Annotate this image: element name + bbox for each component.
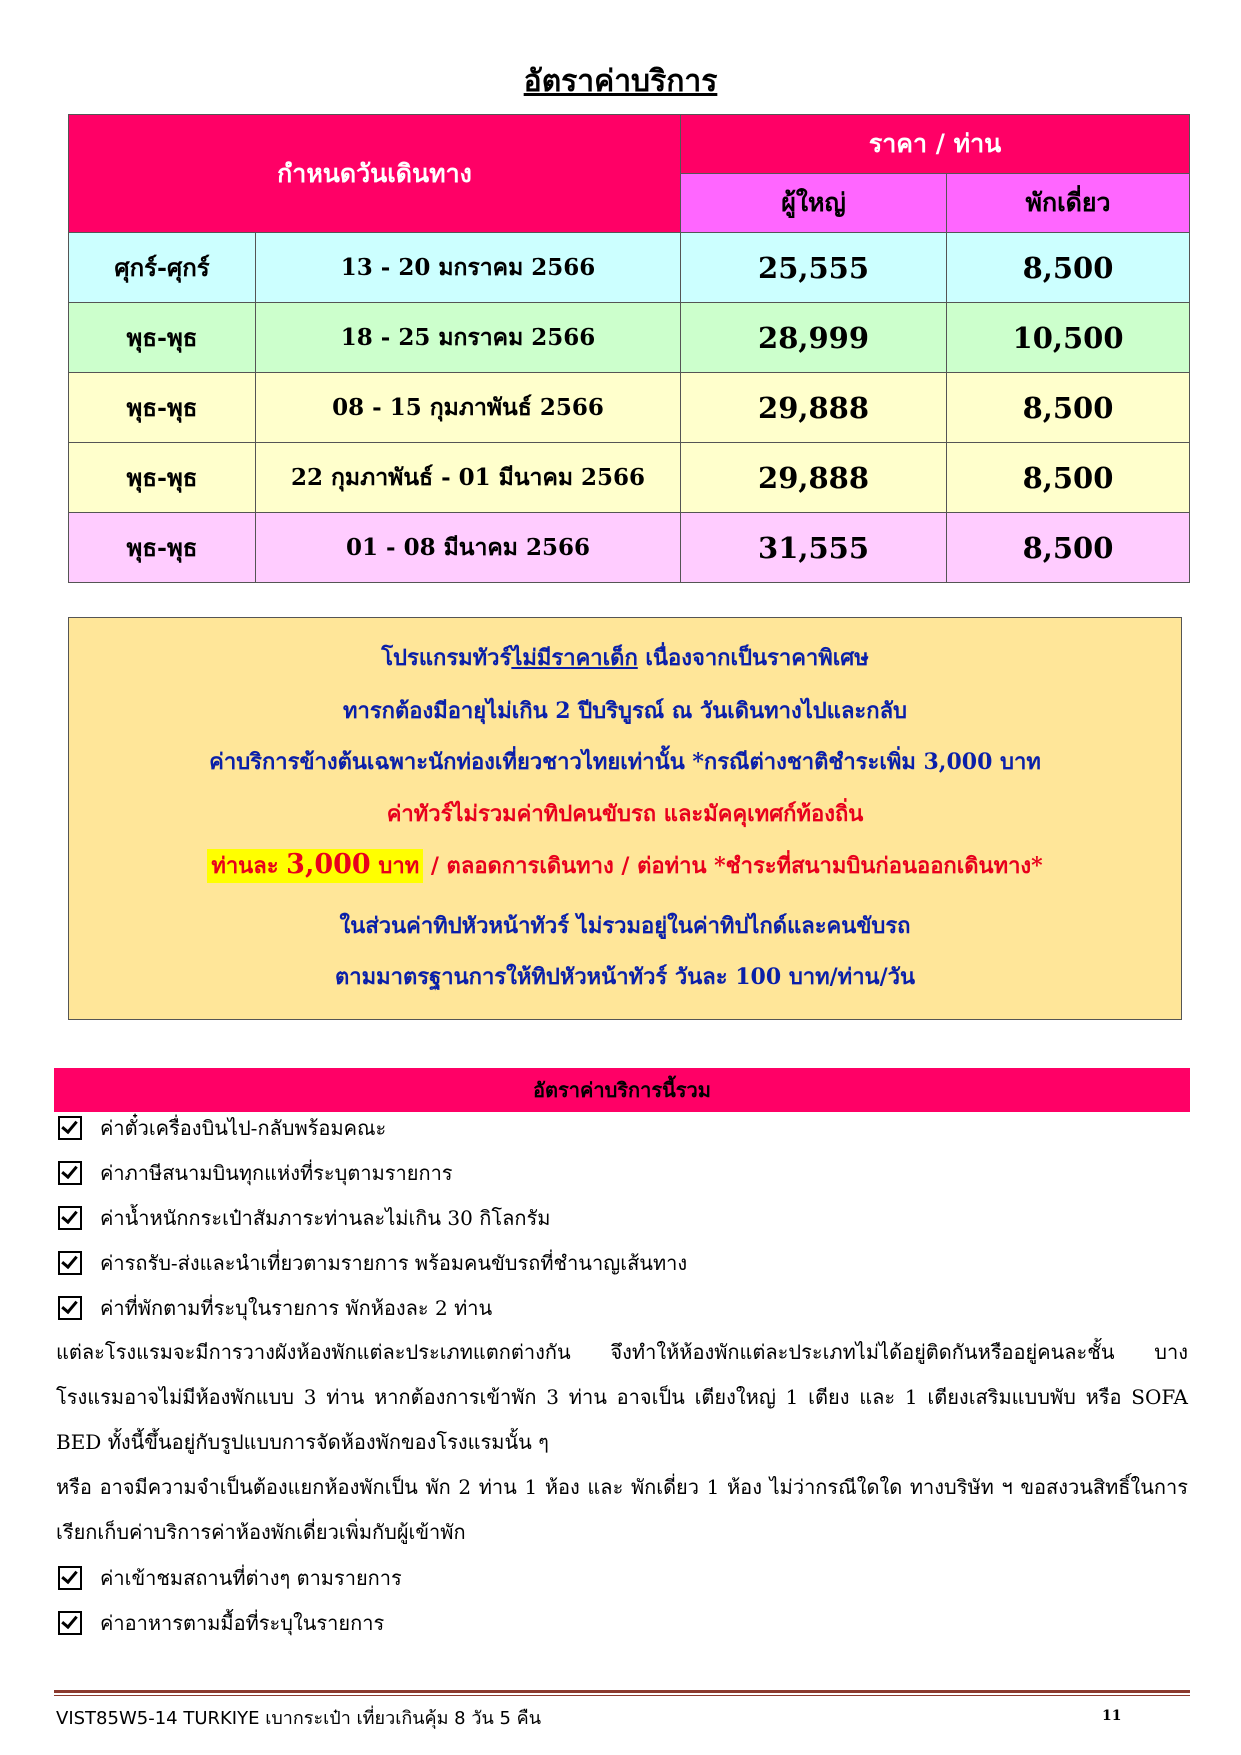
list-item-text: ค่าอาหารตามมื้อที่ระบุในรายการ [100, 1611, 385, 1635]
page-number: 11 [1102, 1708, 1122, 1724]
list-item [58, 1293, 492, 1323]
notice-line-child-price [69, 640, 1181, 675]
table-row [69, 303, 1190, 373]
notice-no-child-price: ไม่มีราคาเด็ก [511, 645, 638, 671]
notice-box [68, 617, 1182, 1020]
notice-text: เนื่องจากเป็นราคาพิเศษ [637, 645, 869, 671]
list-item [58, 1563, 402, 1593]
checkbox-checked-icon [58, 1611, 82, 1635]
list-item [58, 1203, 550, 1233]
table-row [69, 233, 1190, 303]
checkbox-checked-icon [58, 1296, 82, 1320]
price-table [68, 114, 1190, 583]
checkbox-checked-icon [58, 1566, 82, 1590]
notice-line-tips-excluded: ค่าทัวร์ไม่รวมค่าทิปคนขับรถ และมัคคุเทศก์ท้องถิ่น [386, 801, 864, 827]
row-dates: 01 - 08 มีนาคม 2566 [256, 513, 681, 583]
row-adult-price: 31,555 [681, 513, 947, 583]
checkbox-checked-icon [58, 1161, 82, 1185]
row-days: พุธ-พุธ [69, 513, 256, 583]
list-item-text: ค่าเข้าชมสถานที่ต่างๆ ตามรายการ [100, 1566, 402, 1590]
footer-program-code: VIST85W5-14 TURKIYE เบากระเป๋า เที่ยวเกินคุ้ม 8 วัน 5 คืน [56, 1708, 542, 1729]
list-item-text: ค่าตั๋วเครื่องบินไป-กลับพร้อมคณะ [100, 1116, 387, 1140]
row-dates: 08 - 15 กุมภาพันธ์ 2566 [256, 373, 681, 443]
checkbox-checked-icon [58, 1251, 82, 1275]
page-title: อัตราค่าบริการ [523, 64, 718, 99]
row-days: ศุกร์-ศุกร์ [69, 233, 256, 303]
list-item-text: ค่าน้ำหนักกระเป๋าสัมภาระท่านละไม่เกิน 30 กิโลกรัม [100, 1206, 551, 1230]
list-item-text: ค่าภาษีสนามบินทุกแห่งที่ระบุตามรายการ [100, 1161, 453, 1185]
row-days: พุธ-พุธ [69, 373, 256, 443]
table-row [69, 373, 1190, 443]
tip-highlight [207, 849, 423, 883]
row-adult-price: 29,888 [681, 373, 947, 443]
list-item [58, 1608, 384, 1638]
list-item [58, 1158, 453, 1188]
footer-divider-thin [54, 1695, 1190, 1696]
includes-heading: อัตราค่าบริการนี้รวม [54, 1068, 1190, 1112]
row-single-price: 8,500 [947, 373, 1190, 443]
list-item [58, 1113, 386, 1143]
row-adult-price: 28,999 [681, 303, 947, 373]
row-adult-price: 29,888 [681, 443, 947, 513]
header-price-per-person: ราคา / ท่าน [681, 115, 1190, 174]
row-single-price: 10,500 [947, 303, 1190, 373]
list-item [58, 1248, 687, 1278]
table-row [69, 443, 1190, 513]
row-single-price: 8,500 [947, 233, 1190, 303]
notice-line-leader-standard: ตามมาตรฐานการให้ทิปหัวหน้าทัวร์ วันละ 100 บาท/ท่าน/วัน [334, 964, 916, 990]
row-days: พุธ-พุธ [69, 303, 256, 373]
notice-line-foreigner: ค่าบริการข้างต้นเฉพาะนักท่องเที่ยวชาวไทยเท่านั้น *กรณีต่างชาติชำระเพิ่ม 3,000 บาท [209, 749, 1041, 775]
header-travel-period: กำหนดวันเดินทาง [69, 115, 681, 233]
list-item-text: ค่ารถรับ-ส่งและนำเที่ยวตามรายการ พร้อมคนขับรถที่ชำนาญเส้นทาง [100, 1251, 688, 1275]
tip-amount: 3,000 [286, 849, 371, 880]
notice-line-leader-tip: ในส่วนค่าทิปหัวหน้าทัวร์ ไม่รวมอยู่ในค่าทิปไกด์และคนขับรถ [339, 913, 911, 939]
notice-text: / ตลอดการเดินทาง / ต่อท่าน *ชำระที่สนามบินก่อนออกเดินทาง* [423, 853, 1043, 879]
row-single-price: 8,500 [947, 443, 1190, 513]
notice-text: โปรแกรมทัวร์ [381, 645, 512, 671]
list-item-text: ค่าที่พักตามที่ระบุในรายการ พักห้องละ 2 ท่าน [100, 1296, 493, 1320]
checkbox-checked-icon [58, 1116, 82, 1140]
table-row [69, 513, 1190, 583]
header-adult: ผู้ใหญ่ [681, 174, 947, 233]
row-adult-price: 25,555 [681, 233, 947, 303]
header-single-room: พักเดี่ยว [947, 174, 1190, 233]
hotel-room-paragraph: แต่ละโรงแรมจะมีการวางผังห้องพักแต่ละประเภทแตกต่างกัน จึงทำให้ห้องพักแต่ละประเภทไม่ได้อยู่ติดกันหรืออยู่คนละชั้น บางโรงแรมอาจไม่มีห้องพักแบบ 3 ท่าน หากต้องการเข้าพัก 3 ท่าน อาจเป็น เตียงใหญ่ 1 เตียง และ 1 เตียงเสริมแบบพับ หรือ SOFA BED ทั้งนี้ขึ้นอยู่กับรูปแบบการจัดห้องพักของโรงแรมนั้น ๆ [56, 1340, 1188, 1454]
notice-text: ท่านละ [211, 853, 287, 879]
row-dates: 13 - 20 มกราคม 2566 [256, 233, 681, 303]
single-room-paragraph: หรือ อาจมีความจำเป็นต้องแยกห้องพักเป็น พัก 2 ท่าน 1 ห้อง และ พักเดี่ยว 1 ห้อง ไม่ว่ากรณีใดใด ทางบริษัท ฯ ขอสงวนสิทธิ์ในการเรียกเก็บค่าบริการค่าห้องพักเดี่ยวเพิ่มกับผู้เข้าพัก [56, 1475, 1188, 1544]
notice-text: บาท [370, 853, 420, 879]
checkbox-checked-icon [58, 1206, 82, 1230]
notice-line-infant: ทารกต้องมีอายุไม่เกิน 2 ปีบริบูรณ์ ณ วันเดินทางไปและกลับ [342, 698, 908, 724]
notice-line-tip-amount [69, 848, 1181, 883]
row-single-price: 8,500 [947, 513, 1190, 583]
row-dates: 22 กุมภาพันธ์ - 01 มีนาคม 2566 [256, 443, 681, 513]
row-dates: 18 - 25 มกราคม 2566 [256, 303, 681, 373]
row-days: พุธ-พุธ [69, 443, 256, 513]
footer-divider [54, 1690, 1190, 1693]
